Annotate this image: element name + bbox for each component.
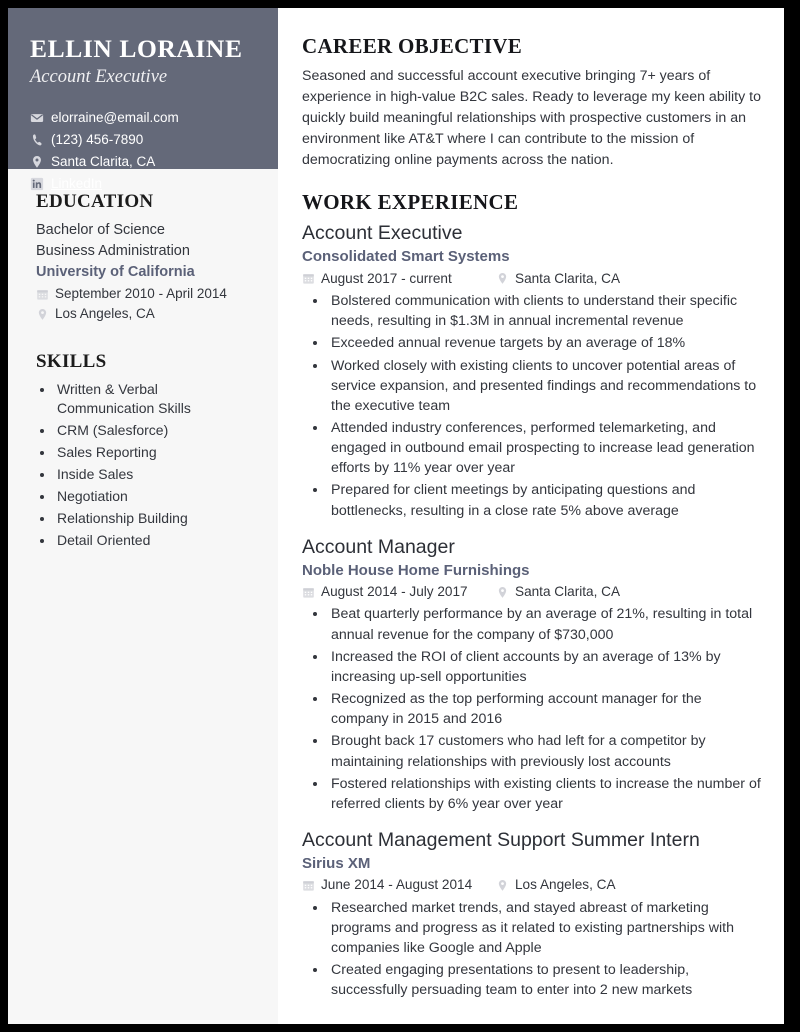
envelope-icon <box>30 111 44 125</box>
experience-entry <box>302 829 762 1000</box>
career-objective-section <box>302 34 762 170</box>
list-item: • Beat quarterly performance by an average of 21%, resulting in total annual revenue for the company of $730,000 <box>328 604 762 644</box>
calendar-icon <box>36 288 49 301</box>
candidate-title: Account Executive <box>30 67 168 88</box>
job-dates <box>302 875 492 895</box>
contact-phone-text: (123) 456-7890 <box>51 131 144 147</box>
map-pin-icon <box>36 308 49 321</box>
list-item: • Bolstered communication with clients to understand their specific needs, resulting in $1.3M in annual incremental revenue <box>328 291 762 331</box>
job-dates-text: June 2014 - August 2014 <box>321 877 473 893</box>
contact-linkedin-link[interactable]: LinkedIn <box>51 176 103 192</box>
skills-section <box>36 351 256 551</box>
education-degree: Bachelor of Science <box>36 222 165 238</box>
skills-list <box>36 380 256 551</box>
list-item: • Attended industry conferences, performed telemarketing, and engaged in outbound email prospecting to increase lead generation efforts by 11% year over year <box>328 418 762 478</box>
list-item: • Researched market trends, and stayed abreast of marketing programs and progress as it related to existing partnerships with companies like Google and Apple <box>328 898 762 958</box>
education-dates-text: September 2010 - April 2014 <box>55 286 227 302</box>
main-content <box>278 8 784 1024</box>
contact-phone <box>30 129 256 151</box>
job-location <box>496 582 620 602</box>
job-location-text: Santa Clarita, CA <box>515 584 621 600</box>
map-pin-icon <box>496 879 509 892</box>
list-item: • Prepared for client meetings by anticipating questions and bottlenecks, resulting in a close rate 5% above average <box>328 480 762 520</box>
education-location <box>36 304 256 324</box>
candidate-name: ELLIN LORAINE <box>30 34 243 63</box>
list-item: • CRM (Salesforce) <box>55 421 256 441</box>
sidebar <box>8 8 278 1024</box>
education-location-text: Los Angeles, CA <box>55 306 155 322</box>
job-company: Consolidated Smart Systems <box>302 248 510 266</box>
list-item: • Relationship Building <box>55 509 256 529</box>
experience-entry <box>302 536 762 814</box>
job-dates <box>302 582 492 602</box>
list-item: • Negotiation <box>55 487 256 507</box>
job-location <box>496 269 620 289</box>
phone-icon <box>30 133 44 147</box>
job-dates-text: August 2014 - July 2017 <box>321 584 468 600</box>
list-item: • Inside Sales <box>55 465 256 485</box>
resume-page <box>8 8 784 1024</box>
list-item: • Sales Reporting <box>55 443 256 463</box>
skills-heading: SKILLS <box>36 350 107 372</box>
work-experience-section <box>302 190 762 1000</box>
job-meta <box>302 269 762 289</box>
map-pin-icon <box>30 155 44 169</box>
job-bullets <box>302 291 762 521</box>
career-objective-heading: CAREER OBJECTIVE <box>302 34 523 58</box>
career-objective-text: Seasoned and successful account executive bringing 7+ years of experience in high-value B2C sales. Ready to leverage my keen ability to quickly build meaningful relationships with prospective customers in an environment like AT&T where I can contribute to the mission of democratizing online payments across the nation. <box>302 68 761 168</box>
job-dates-text: August 2017 - current <box>321 270 452 286</box>
list-item: • Exceeded annual revenue targets by an average of 18% <box>328 333 762 353</box>
list-item: • Worked closely with existing clients to uncover potential areas of service expansion, and presented findings and recommendations to the executive team <box>328 356 762 416</box>
list-item: • Written & Verbal Communication Skills <box>55 380 256 420</box>
sidebar-body <box>8 169 278 1024</box>
job-meta <box>302 582 762 602</box>
map-pin-icon <box>496 272 509 285</box>
job-bullets <box>302 898 762 1001</box>
calendar-icon <box>302 272 315 285</box>
education-heading: EDUCATION <box>36 191 154 212</box>
job-company: Sirius XM <box>302 854 371 872</box>
sidebar-header <box>8 8 278 192</box>
calendar-icon <box>302 879 315 892</box>
education-school: University of California <box>36 264 195 281</box>
list-item: • Detail Oriented <box>55 531 256 551</box>
education-section <box>36 191 256 325</box>
contact-location-text: Santa Clarita, CA <box>51 154 156 170</box>
job-location <box>496 875 616 895</box>
job-dates <box>302 269 492 289</box>
job-meta <box>302 875 762 895</box>
job-bullets <box>302 604 762 814</box>
experience-entry <box>302 222 762 520</box>
job-location-text: Santa Clarita, CA <box>515 270 621 286</box>
job-role: Account Management Support Summer Intern <box>302 829 700 851</box>
contact-email-text: elorraine@email.com <box>51 109 179 125</box>
list-item: • Recognized as the top performing account manager for the company in 2015 and 2016 <box>328 689 762 729</box>
job-role: Account Manager <box>302 535 455 558</box>
calendar-icon <box>302 586 315 599</box>
list-item: • Brought back 17 customers who had left for a competitor by maintaining relationships with previously lost accounts <box>328 731 762 771</box>
contact-email <box>30 107 256 129</box>
map-pin-icon <box>496 586 509 599</box>
job-company: Noble House Home Furnishings <box>302 561 530 579</box>
list-item: • Created engaging presentations to present to leadership, successfully persuading team to enter into 2 new markets <box>328 960 762 1000</box>
education-field: Business Administration <box>36 243 190 260</box>
education-dates <box>36 284 256 304</box>
job-role: Account Executive <box>302 222 463 245</box>
list-item: • Increased the ROI of client accounts by an average of 13% by increasing up-sell opportunities <box>328 647 762 687</box>
list-item: • Fostered relationships with existing clients to increase the number of referred clients by 6% year over year <box>328 774 762 814</box>
work-experience-heading: WORK EXPERIENCE <box>302 190 519 215</box>
job-location-text: Los Angeles, CA <box>515 877 616 893</box>
